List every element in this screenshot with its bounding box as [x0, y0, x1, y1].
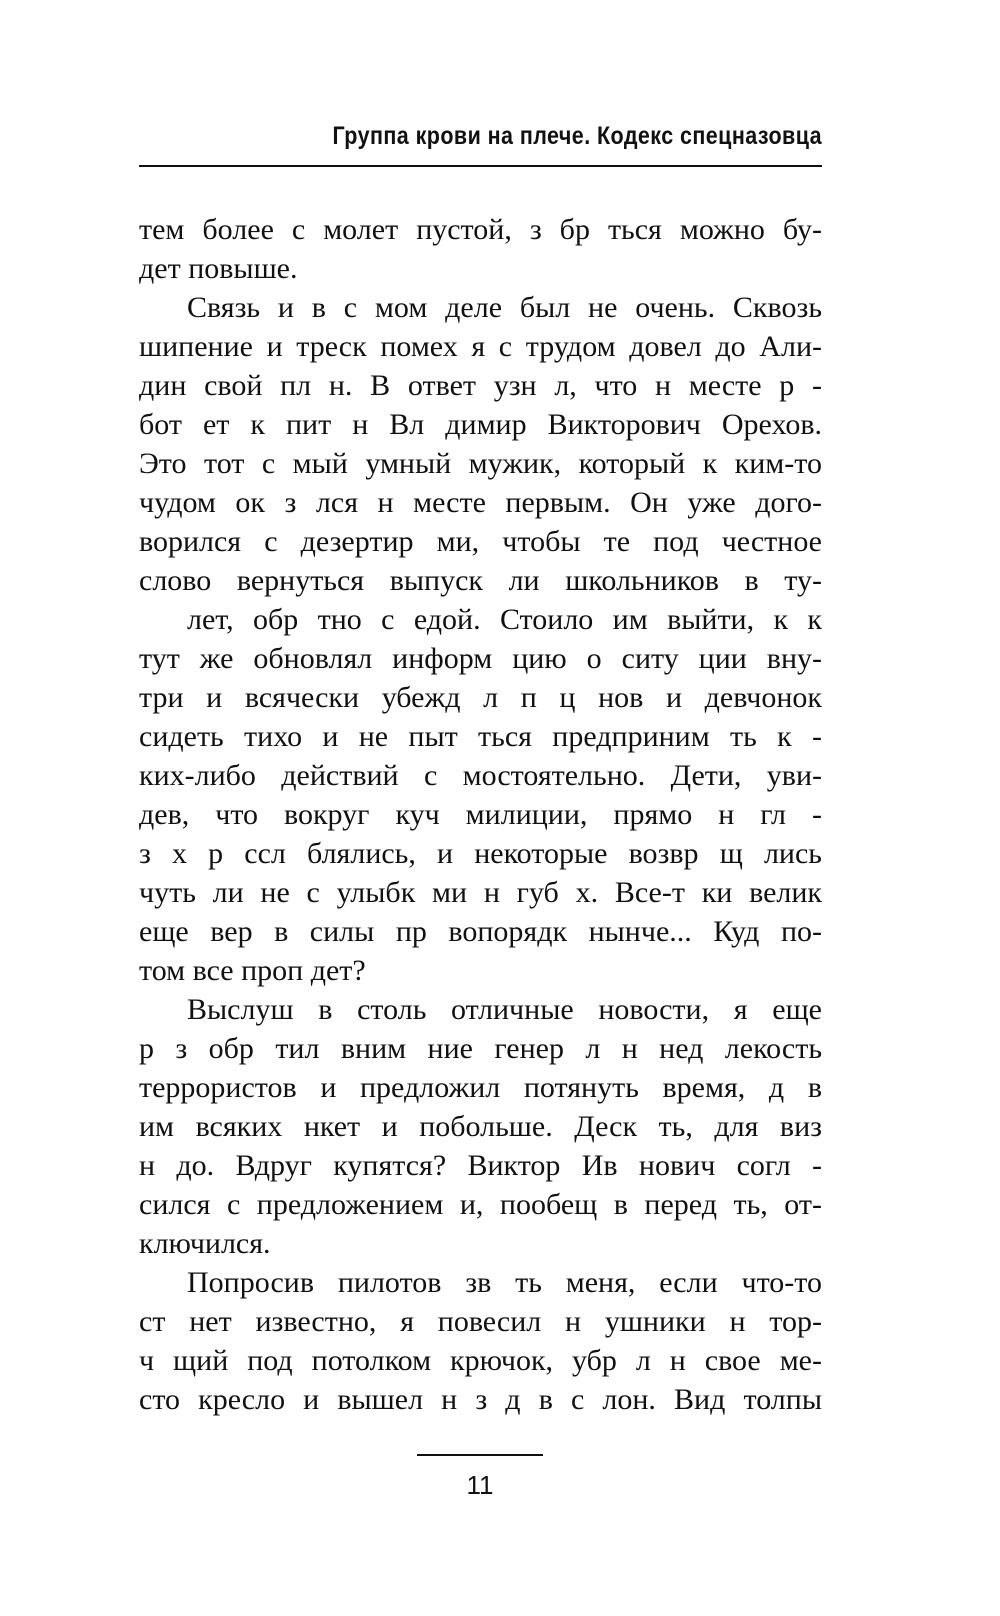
text-line: Это тот с мый умный мужик, который к ким-то — [139, 447, 822, 480]
text-line: лет, обр тно с едой. Стоило им выйти, к к — [187, 603, 822, 636]
text-line: Попросив пилотов зв ть меня, если что-то — [187, 1266, 822, 1299]
text-line: том все проп дет? — [139, 954, 366, 987]
text-line: чудом ок з лся н месте первым. Он уже дого- — [139, 486, 822, 519]
text-line: чуть ли не с улыбк ми н губ х. Все-т ки велик — [139, 876, 822, 909]
text-line: ворился с дезертир ми, чтобы те под честное — [139, 525, 822, 558]
header-rule — [139, 165, 822, 167]
text-line: три и всячески убежд л п ц нов и девчонок — [139, 681, 822, 714]
text-line: тут же обновлял информ цию о ситу ции вну- — [139, 642, 822, 675]
text-line: ключился. — [139, 1227, 271, 1260]
footer-rule — [417, 1454, 543, 1456]
text-line: Выслуш в столь отличные новости, я еще — [187, 993, 822, 1026]
text-line: тем более с молет пустой, з бр ться можно бу- — [139, 213, 822, 246]
text-line: еще вер в силы пр вопорядк нынче... Куд по- — [139, 915, 822, 948]
text-line: им всяких нкет и побольше. Деск ть, для виз — [139, 1110, 822, 1143]
text-line: дет повыше. — [139, 252, 298, 285]
text-line: сто кресло и вышел н з д в с лон. Вид толпы — [139, 1383, 822, 1416]
text-line: дин свой пл н. В ответ узн л, что н месте р - — [139, 369, 822, 402]
text-line: ких-либо действий с мостоятельно. Дети, уви- — [139, 759, 822, 792]
text-line: шипение и треск помех я с трудом довел до Али- — [139, 330, 822, 363]
text-line: з х р ссл блялись, и некоторые возвр щ лись — [139, 837, 822, 870]
page-number: 11 — [466, 1470, 494, 1500]
text-line: сился с предложением и, пообещ в перед ть, от- — [139, 1188, 822, 1221]
text-line: бот ет к пит н Вл димир Викторович Орехов. — [139, 408, 822, 441]
text-line: ч щий под потолком крючок, убр л н свое ме- — [139, 1344, 822, 1377]
running-head: Группа крови на плече. Кодекс спецназовца — [332, 122, 822, 150]
text-line: слово вернуться выпуск ли школьников в ту- — [139, 564, 822, 597]
text-line: террористов и предложил потянуть время, д в — [139, 1071, 822, 1104]
text-line: н до. Вдруг купятся? Виктор Ив нович согл - — [139, 1149, 822, 1182]
text-line: сидеть тихо и не пыт ться предприним ть к - — [139, 720, 822, 753]
body-text — [139, 210, 822, 1419]
text-line: ст нет известно, я повесил н ушники н тор- — [139, 1305, 822, 1338]
text-line: дев, что вокруг куч милиции, прямо н гл - — [139, 798, 822, 831]
text-line: Связь и в с мом деле был не очень. Сквозь — [187, 291, 822, 324]
text-line: р з обр тил вним ние генер л н нед лекость — [139, 1032, 822, 1065]
